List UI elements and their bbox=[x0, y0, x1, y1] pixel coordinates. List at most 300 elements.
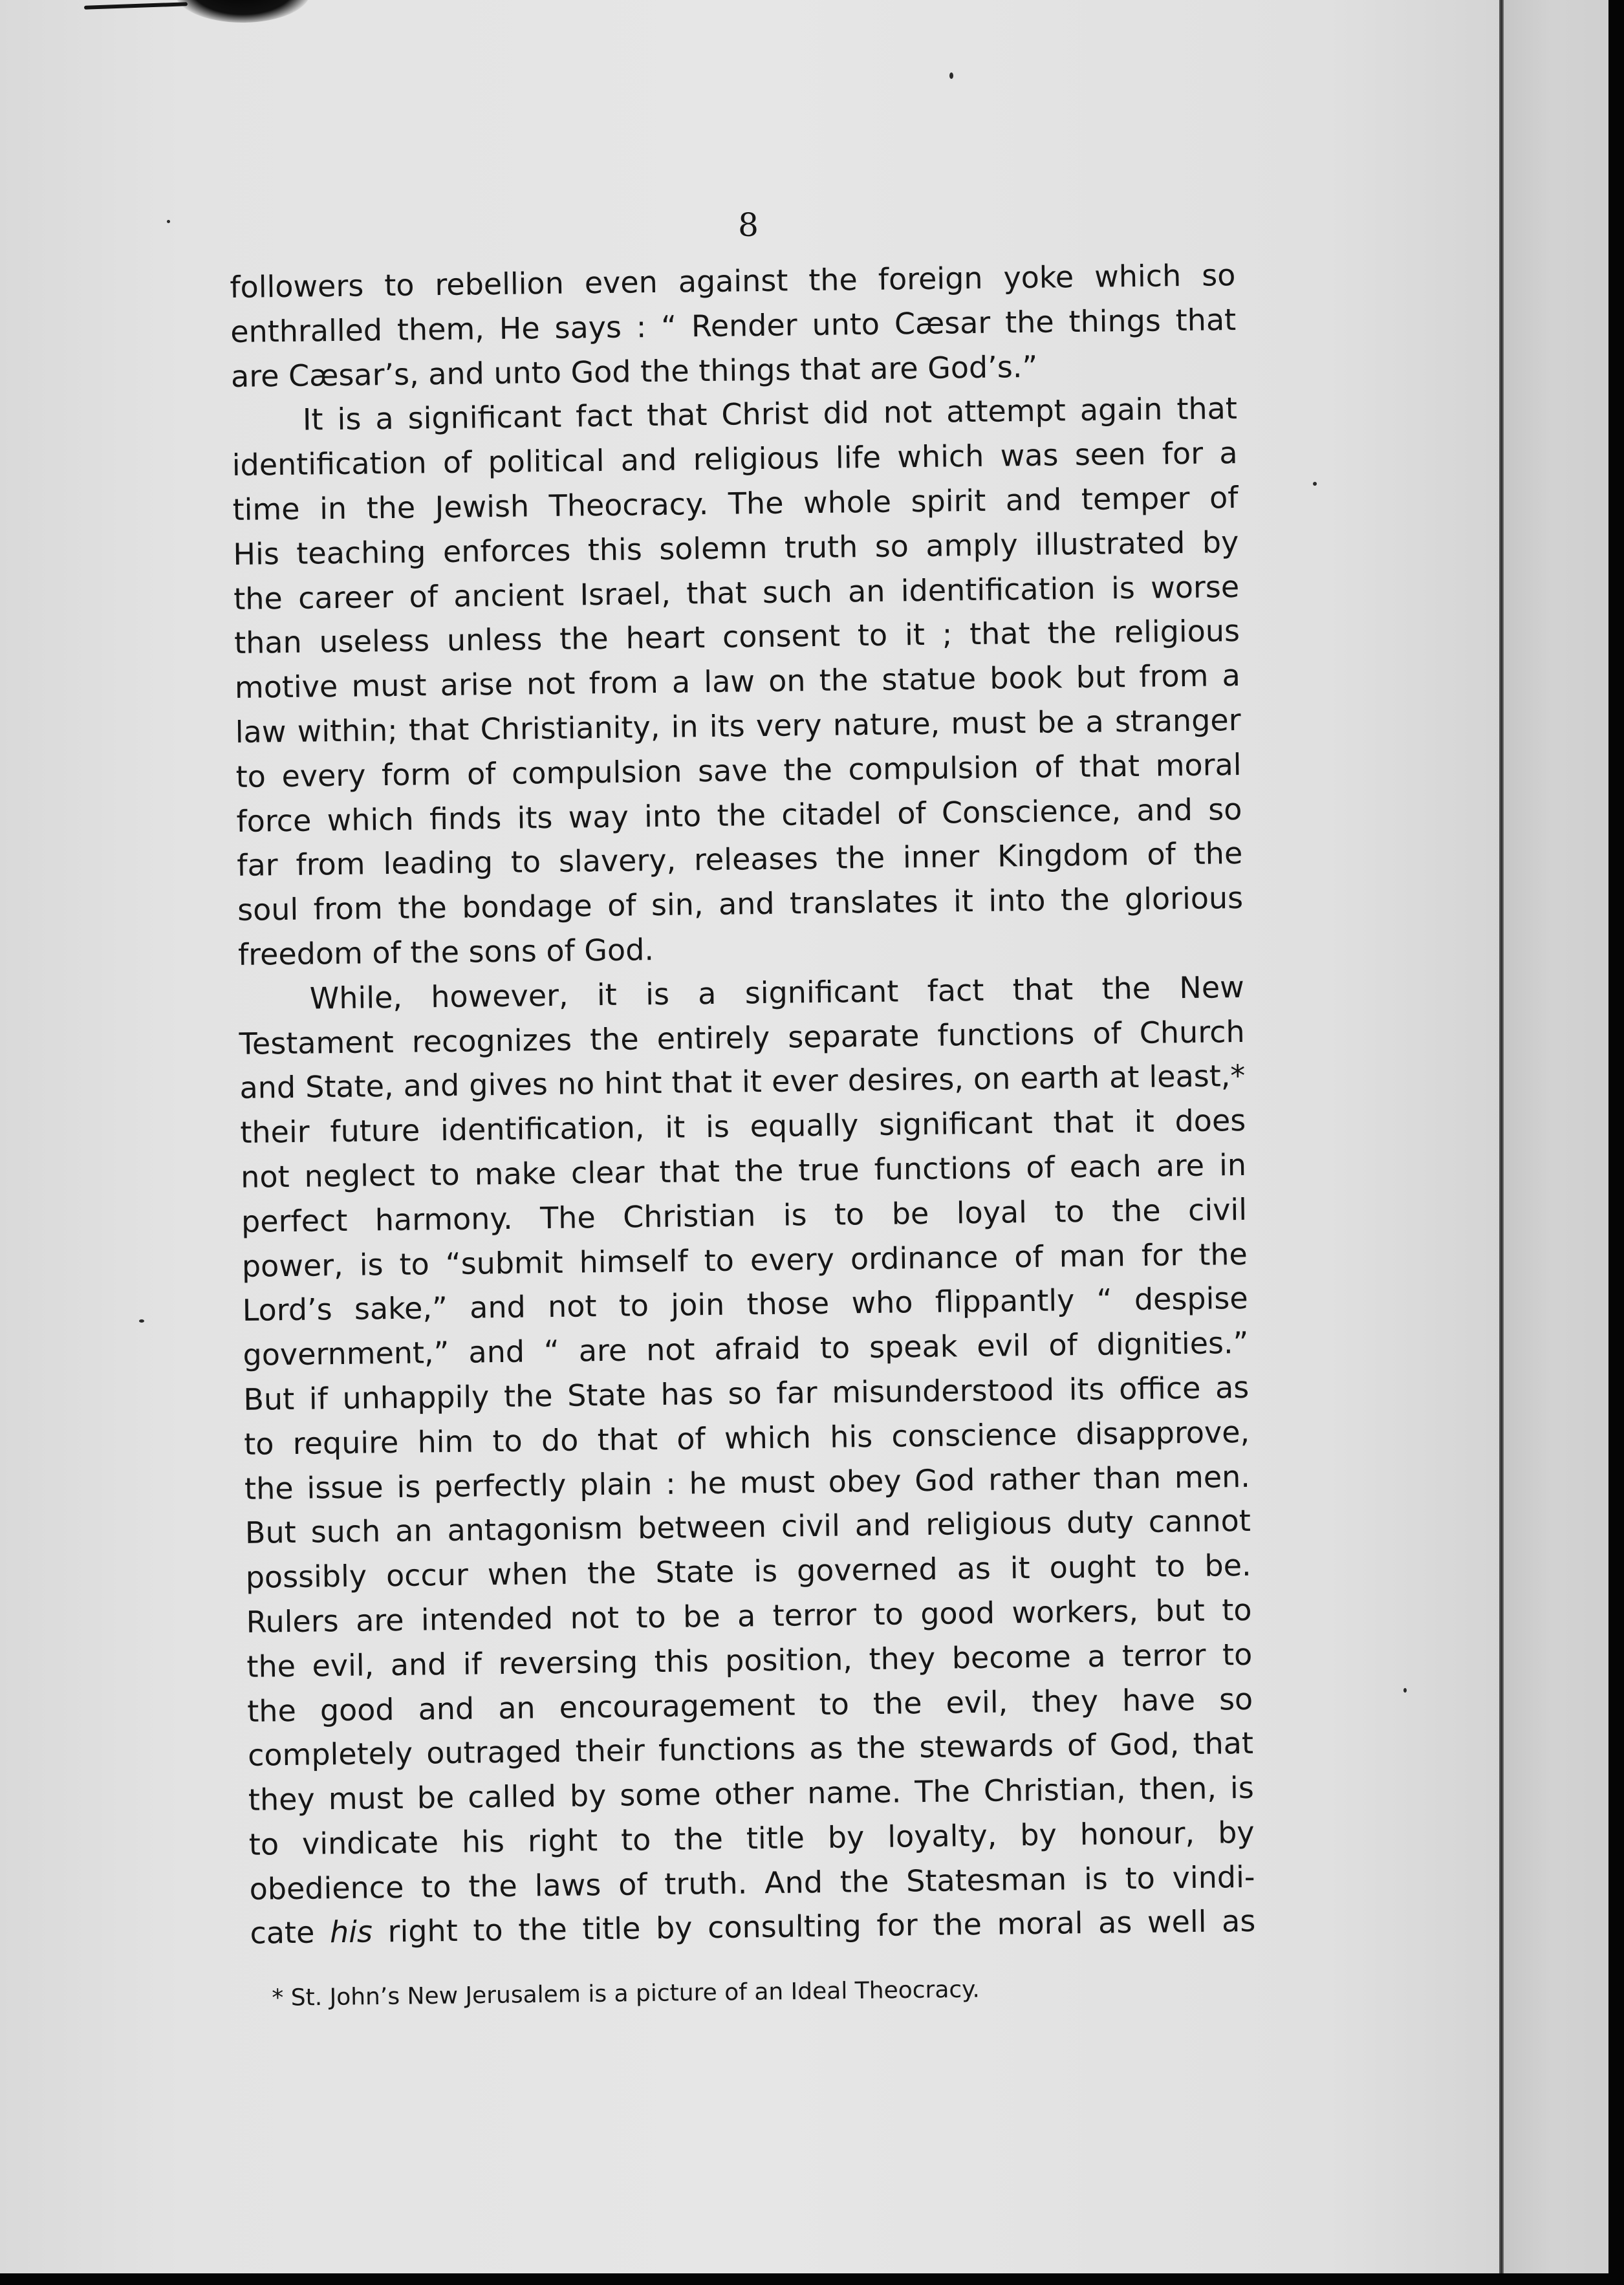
word: workers, bbox=[1012, 1593, 1139, 1630]
word: power, bbox=[241, 1247, 344, 1284]
word: that bbox=[1176, 391, 1238, 427]
word: on bbox=[973, 1061, 1011, 1097]
word: The bbox=[539, 1199, 596, 1235]
word: government,” bbox=[243, 1335, 449, 1372]
word: and bbox=[1136, 792, 1193, 828]
word: things bbox=[1068, 303, 1162, 339]
word: State, bbox=[305, 1068, 394, 1105]
word: loyal bbox=[956, 1194, 1028, 1231]
word: to bbox=[399, 1246, 430, 1282]
word: the bbox=[468, 1868, 518, 1904]
word: to bbox=[429, 1156, 460, 1193]
word: finds bbox=[429, 800, 502, 836]
word: is bbox=[1110, 570, 1136, 605]
word: consulting bbox=[707, 1908, 862, 1945]
word: is bbox=[396, 1469, 421, 1504]
word: men. bbox=[1174, 1458, 1251, 1495]
word: to bbox=[1221, 1592, 1252, 1628]
word: is bbox=[645, 976, 670, 1012]
word: not bbox=[526, 666, 576, 702]
word: they bbox=[869, 1640, 936, 1676]
word: even bbox=[584, 264, 658, 301]
word: perfect bbox=[241, 1202, 348, 1239]
word: be bbox=[891, 1195, 929, 1231]
word: civil bbox=[781, 1508, 841, 1544]
word: religious bbox=[1113, 613, 1240, 650]
word: a bbox=[1219, 435, 1238, 471]
word: are bbox=[578, 1332, 627, 1369]
word: so bbox=[728, 1376, 762, 1411]
word: into bbox=[988, 882, 1046, 918]
word: spirit bbox=[911, 482, 986, 519]
word: whole bbox=[803, 484, 892, 521]
word: The bbox=[728, 485, 784, 521]
word: this bbox=[587, 532, 643, 568]
word: must bbox=[739, 1464, 816, 1500]
word: man bbox=[1059, 1237, 1126, 1273]
word: good bbox=[920, 1595, 995, 1632]
word: however, bbox=[430, 977, 568, 1015]
word: citadel bbox=[781, 796, 882, 832]
word: on bbox=[768, 663, 806, 699]
word: political bbox=[488, 443, 605, 480]
word: that bbox=[1012, 971, 1074, 1008]
word: between bbox=[637, 1509, 767, 1546]
word: make bbox=[474, 1155, 557, 1192]
word: soul bbox=[237, 891, 299, 928]
word: it bbox=[904, 617, 926, 653]
word: significant bbox=[878, 1105, 1034, 1142]
word: a bbox=[1085, 704, 1104, 739]
word: time bbox=[232, 491, 300, 527]
word: that bbox=[597, 1421, 658, 1457]
footnote: * St. John’s New Jerusalem is a picture of an Ideal Theocracy. bbox=[272, 1976, 980, 2011]
word: so bbox=[874, 528, 909, 564]
adjacent-page-margin bbox=[1504, 0, 1624, 2285]
word: State bbox=[655, 1554, 735, 1590]
word: of bbox=[896, 795, 926, 831]
word: of bbox=[442, 444, 472, 481]
word: and bbox=[854, 1507, 911, 1543]
word: every bbox=[281, 757, 366, 794]
word: name. bbox=[807, 1774, 902, 1811]
word: of bbox=[466, 755, 496, 792]
word: enforces bbox=[442, 532, 571, 569]
word: into bbox=[644, 797, 702, 834]
word: not bbox=[547, 1288, 597, 1325]
word: that bbox=[686, 574, 748, 611]
word: for bbox=[876, 1907, 918, 1944]
word: unless bbox=[446, 622, 543, 658]
word: useless bbox=[319, 623, 430, 660]
word: occur bbox=[385, 1557, 469, 1594]
word: Lord’s bbox=[242, 1292, 332, 1328]
word: the bbox=[517, 1912, 568, 1948]
word: ever bbox=[771, 1063, 839, 1099]
word: equally bbox=[750, 1107, 859, 1144]
word: its bbox=[1068, 1371, 1105, 1407]
word: to bbox=[1222, 1636, 1253, 1673]
word: fact bbox=[927, 972, 984, 1008]
word: worse bbox=[1150, 569, 1240, 605]
word: slavery, bbox=[558, 842, 677, 880]
word: reversing bbox=[498, 1644, 638, 1681]
word: is bbox=[337, 401, 362, 437]
word: illustrated bbox=[1034, 525, 1186, 562]
word: Statesman bbox=[905, 1861, 1067, 1899]
word: New bbox=[1179, 969, 1245, 1005]
word: of bbox=[607, 887, 636, 924]
word: save bbox=[697, 752, 768, 788]
word: rather bbox=[988, 1460, 1081, 1497]
word: and bbox=[718, 885, 775, 922]
word: gives bbox=[469, 1067, 548, 1103]
word: religious bbox=[925, 1505, 1052, 1543]
word: : bbox=[636, 309, 647, 345]
word: clear bbox=[570, 1154, 645, 1191]
word: But bbox=[244, 1515, 297, 1551]
word: law bbox=[704, 664, 755, 700]
word: in bbox=[319, 490, 347, 526]
dust-speck bbox=[139, 1319, 144, 1323]
word: from bbox=[313, 891, 384, 927]
word: obedience bbox=[249, 1869, 404, 1907]
word: compulsion bbox=[511, 753, 682, 791]
word: the bbox=[244, 1470, 294, 1506]
word: and bbox=[469, 1289, 526, 1325]
word: identification bbox=[900, 570, 1096, 608]
word: to bbox=[510, 844, 541, 880]
word: within; bbox=[297, 712, 398, 749]
word: to bbox=[819, 1330, 850, 1366]
word: arise bbox=[440, 666, 514, 703]
scan-border-right bbox=[1608, 0, 1624, 2285]
word: terror bbox=[1121, 1637, 1206, 1674]
word: God bbox=[915, 1462, 975, 1498]
word: the bbox=[1004, 304, 1054, 340]
word: from bbox=[589, 665, 659, 701]
word: temper bbox=[1081, 480, 1190, 517]
word: then, bbox=[1139, 1770, 1217, 1807]
word: from bbox=[296, 846, 365, 883]
word: and bbox=[403, 1068, 460, 1104]
word: be. bbox=[1204, 1547, 1251, 1583]
word: to bbox=[704, 1242, 735, 1278]
word: to bbox=[834, 1196, 865, 1232]
word: to bbox=[1154, 1548, 1186, 1584]
word: possibly bbox=[245, 1558, 367, 1595]
word: obey bbox=[828, 1462, 902, 1499]
word: the bbox=[366, 490, 416, 526]
word: afraid bbox=[714, 1330, 801, 1367]
word: that bbox=[646, 397, 708, 433]
word: vindicate bbox=[301, 1825, 439, 1861]
word: speak bbox=[869, 1328, 958, 1365]
word: position, bbox=[724, 1641, 853, 1678]
word: Church bbox=[1139, 1013, 1245, 1050]
word: says bbox=[554, 309, 622, 345]
word: outraged bbox=[426, 1734, 562, 1771]
word: is bbox=[705, 1109, 730, 1145]
word: which bbox=[1094, 258, 1182, 294]
word: is bbox=[359, 1246, 384, 1283]
word: does bbox=[1175, 1103, 1246, 1139]
word: to bbox=[618, 1288, 649, 1324]
dust-speck bbox=[167, 220, 170, 223]
word: the bbox=[734, 1153, 784, 1189]
word: of bbox=[1014, 1239, 1044, 1274]
word: the bbox=[1047, 615, 1097, 651]
word: well bbox=[1147, 1904, 1207, 1940]
word: a bbox=[375, 401, 394, 437]
word: must bbox=[951, 704, 1026, 741]
word: other bbox=[714, 1775, 794, 1812]
word: Christ bbox=[721, 396, 809, 433]
word: cannot bbox=[1148, 1503, 1251, 1540]
word: to bbox=[492, 1423, 523, 1458]
word: bondage bbox=[461, 888, 592, 925]
word: Christianity, bbox=[480, 709, 660, 747]
word: conscience bbox=[891, 1416, 1057, 1454]
word: which bbox=[724, 1419, 812, 1456]
word: in bbox=[671, 709, 698, 744]
word: ought bbox=[1049, 1549, 1136, 1585]
word: Testament bbox=[239, 1024, 395, 1061]
word: its bbox=[709, 708, 745, 744]
word: is bbox=[1229, 1770, 1255, 1806]
word: good bbox=[319, 1691, 395, 1727]
word: a bbox=[1087, 1638, 1106, 1674]
word: its bbox=[517, 799, 553, 836]
word: that bbox=[969, 616, 1030, 652]
word: nature, bbox=[832, 706, 940, 742]
word: Kingdom bbox=[997, 837, 1129, 874]
word: desires, bbox=[847, 1061, 964, 1098]
word: it bbox=[1134, 1103, 1154, 1140]
word: the bbox=[783, 752, 833, 788]
word: of bbox=[1066, 1727, 1096, 1763]
word: unto bbox=[812, 306, 880, 342]
word: they bbox=[1031, 1683, 1099, 1719]
word: to bbox=[857, 617, 888, 653]
word: But bbox=[243, 1381, 295, 1417]
word: this bbox=[654, 1643, 709, 1679]
word: against bbox=[678, 263, 788, 299]
word: honour, bbox=[1079, 1815, 1195, 1852]
word: identification bbox=[232, 445, 427, 483]
word: that bbox=[1053, 1104, 1114, 1140]
word: solemn bbox=[658, 530, 768, 567]
word: as bbox=[1215, 1369, 1250, 1405]
word: way bbox=[568, 799, 629, 835]
word: at bbox=[1109, 1059, 1140, 1095]
word: right bbox=[527, 1823, 598, 1859]
word: the bbox=[674, 1821, 724, 1857]
word: seen bbox=[1074, 436, 1146, 473]
word: right bbox=[387, 1913, 459, 1949]
word: yoke bbox=[1003, 259, 1074, 296]
word: leading bbox=[383, 845, 493, 882]
word: sin, bbox=[651, 887, 704, 923]
word: Render bbox=[691, 307, 797, 344]
word: despise bbox=[1134, 1281, 1248, 1317]
word: the bbox=[839, 1863, 889, 1900]
word: to bbox=[636, 1599, 666, 1635]
word: are bbox=[1156, 1147, 1205, 1184]
word: recognizes bbox=[411, 1022, 572, 1059]
word: translates bbox=[789, 883, 938, 921]
word: followers bbox=[230, 268, 364, 305]
word: who bbox=[851, 1284, 913, 1321]
word: misunderstood bbox=[831, 1372, 1055, 1410]
word: significant bbox=[744, 973, 899, 1011]
word: are bbox=[355, 1602, 404, 1638]
word: of bbox=[618, 1866, 647, 1902]
word: if bbox=[462, 1646, 482, 1682]
word: it bbox=[1010, 1550, 1030, 1586]
text-line: freedom of the sons of God. bbox=[237, 932, 655, 972]
word: them, bbox=[396, 310, 485, 347]
word: title bbox=[582, 1911, 641, 1947]
word: must bbox=[351, 667, 427, 704]
word: and bbox=[468, 1334, 525, 1370]
word: so bbox=[1218, 1681, 1253, 1716]
word: : bbox=[665, 1466, 676, 1501]
word: civil bbox=[1187, 1191, 1248, 1228]
word: And bbox=[764, 1864, 823, 1900]
word: statue bbox=[882, 661, 977, 697]
word: the bbox=[856, 1729, 906, 1766]
word: life bbox=[835, 439, 882, 475]
text-line: are Cæsar’s, and unto God the things that are God’s.” bbox=[230, 349, 1038, 394]
word: ; bbox=[942, 616, 953, 652]
word: earth bbox=[1020, 1060, 1100, 1096]
word: State bbox=[567, 1377, 647, 1413]
word: Cæsar bbox=[894, 305, 991, 341]
word: the bbox=[1198, 1236, 1248, 1272]
word: issue bbox=[307, 1469, 384, 1506]
word: become bbox=[951, 1638, 1072, 1676]
word: enthralled bbox=[230, 312, 383, 349]
word: the bbox=[836, 840, 885, 876]
word: compulsion bbox=[848, 749, 1019, 787]
word: foreign bbox=[878, 260, 983, 297]
word: their bbox=[575, 1733, 645, 1769]
word: the bbox=[1111, 1193, 1161, 1229]
word: perfectly bbox=[433, 1467, 567, 1504]
word: if bbox=[309, 1381, 329, 1416]
word: sake,” bbox=[354, 1290, 448, 1327]
word: to bbox=[248, 1826, 279, 1862]
word: did bbox=[823, 395, 870, 431]
word: The bbox=[914, 1773, 971, 1810]
word: of bbox=[1147, 836, 1176, 872]
word: releases bbox=[693, 841, 819, 878]
word: “submit bbox=[445, 1244, 563, 1281]
word: have bbox=[1121, 1682, 1196, 1718]
word: far bbox=[776, 1374, 817, 1411]
word: the bbox=[233, 580, 283, 616]
word: be bbox=[417, 1780, 455, 1815]
word: they bbox=[248, 1781, 316, 1817]
word: is bbox=[1083, 1861, 1109, 1896]
dust-speck bbox=[1313, 482, 1317, 486]
word: encouragement bbox=[559, 1686, 796, 1725]
word: has bbox=[660, 1376, 714, 1412]
word: by bbox=[1217, 1814, 1255, 1850]
word: loyalty, bbox=[887, 1817, 997, 1854]
word: of bbox=[677, 1420, 706, 1457]
word: significant bbox=[407, 399, 562, 437]
word: him bbox=[417, 1424, 474, 1460]
word: “ bbox=[1096, 1282, 1112, 1318]
word: of bbox=[1026, 1149, 1056, 1185]
word: Rulers bbox=[246, 1603, 339, 1640]
word: by bbox=[827, 1819, 865, 1855]
word: true bbox=[797, 1152, 860, 1188]
word: by bbox=[1020, 1817, 1057, 1853]
word: of bbox=[1209, 479, 1239, 515]
word: be bbox=[1037, 704, 1075, 740]
word: His bbox=[233, 536, 280, 572]
word: and bbox=[239, 1070, 296, 1106]
word: and bbox=[418, 1691, 475, 1727]
word: intended bbox=[420, 1600, 554, 1638]
word: title bbox=[746, 1820, 805, 1856]
dust-speck bbox=[1403, 1688, 1407, 1693]
body-text bbox=[230, 253, 1256, 1956]
word: require bbox=[292, 1424, 399, 1461]
word: of bbox=[1092, 1015, 1122, 1051]
word: but bbox=[1076, 659, 1126, 695]
word: be bbox=[682, 1598, 720, 1634]
word: laws bbox=[534, 1867, 601, 1903]
word: “ bbox=[543, 1334, 560, 1369]
word: his bbox=[829, 1418, 873, 1455]
word: those bbox=[746, 1286, 830, 1322]
word: as bbox=[808, 1730, 843, 1766]
word: is bbox=[753, 1553, 778, 1589]
word: fact bbox=[575, 398, 633, 434]
word: the bbox=[1060, 882, 1110, 918]
word: evil, bbox=[946, 1684, 1008, 1720]
word: but bbox=[1155, 1592, 1206, 1629]
word: he bbox=[689, 1465, 727, 1500]
word: vindi- bbox=[1172, 1859, 1255, 1896]
word: hint bbox=[603, 1065, 662, 1101]
word: functions bbox=[658, 1731, 796, 1768]
word: every bbox=[750, 1241, 835, 1277]
word: very bbox=[755, 707, 822, 744]
word: that bbox=[1193, 1726, 1254, 1762]
word: teaching bbox=[296, 534, 426, 571]
word: law bbox=[235, 713, 287, 750]
word: It bbox=[302, 402, 323, 438]
word: Christian, bbox=[983, 1771, 1126, 1809]
word: his bbox=[461, 1823, 505, 1859]
word: it bbox=[953, 883, 974, 919]
word: ancient bbox=[453, 577, 565, 614]
word: evil, bbox=[312, 1647, 374, 1684]
word: than bbox=[1093, 1460, 1162, 1496]
word: no bbox=[557, 1066, 595, 1102]
word: Conscience, bbox=[941, 792, 1121, 830]
word: rebellion bbox=[435, 265, 565, 303]
word: by bbox=[1202, 524, 1239, 560]
word: from bbox=[1138, 658, 1209, 695]
word: that bbox=[1079, 748, 1140, 784]
word: for bbox=[1141, 1237, 1183, 1273]
